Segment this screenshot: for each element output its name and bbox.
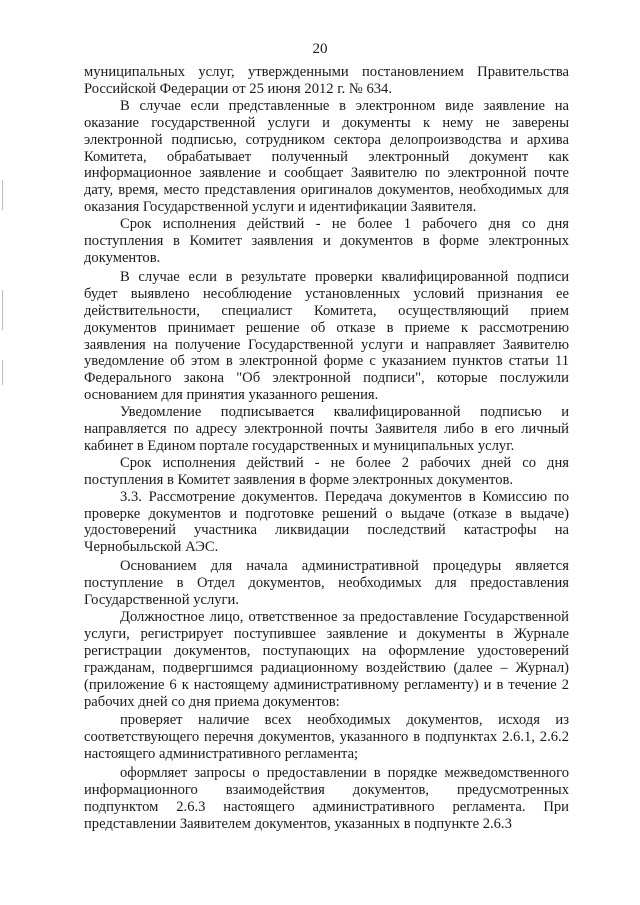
list-paragraph: оформляет запросы о предоставлении в порядке межведомственного информационного взаимодействия документов, предусмотренных подпунктом 2.6.3 настоящего административного регламента. При представлении Заявителем документов, указанных в подпункте 2.6.3 — [84, 765, 569, 832]
paragraph: Срок исполнения действий - не более 2 рабочих дней со дня поступления в Комитет заявления в форме электронных документов. — [84, 454, 569, 488]
section-heading-paragraph: 3.3. Рассмотрение документов. Передача документов в Комиссию по проверке документов и подготовке решений о выдаче (отказе в выдаче) удостоверений участника ликвидации последствий катастрофы на Чернобыльской АЭС. — [84, 488, 569, 556]
paragraph: Должностное лицо, ответственное за предоставление Государственной услуги, регистрирует поступившее заявление и документы в Журнале регистрации документов, поступающих на оформление удостоверений гражданам, подвергшимся радиационному воздействию (далее – Журнал) (приложение 6 к настоящему административному регламенту) и в течение 2 рабочих дней со дня приема документов: — [84, 609, 569, 710]
paragraph: Срок исполнения действий - не более 1 рабочего дня со дня поступления в Комитет заявления и документов в форме электронных документов. — [84, 216, 569, 266]
scan-edge-mark — [2, 290, 3, 330]
scan-edge-mark — [2, 360, 3, 385]
paragraph: Основанием для начала административной процедуры является поступление в Отдел документов, необходимых для предоставления Государственной услуги. — [84, 558, 569, 609]
list-paragraph: проверяет наличие всех необходимых документов, исходя из соответствующего перечня документов, указанного в подпунктах 2.6.1, 2.6.2 настоящего административного регламента; — [84, 712, 569, 763]
paragraph: Уведомление подписывается квалифицированной подписью и направляется по адресу электронной почты Заявителя либо в его личный кабинет в Едином портале государственных и муниципальных услуг. — [84, 404, 569, 454]
document-body — [84, 64, 569, 833]
paragraph-continuation: муниципальных услуг, утвержденными постановлением Правительства Российской Федерации от 25 июня 2012 г. № 634. — [84, 64, 569, 97]
paragraph: В случае если представленные в электронном виде заявление на оказание государственной услуги и документы к нему не заверены электронной подписью, сотрудником сектора делопроизводства и архива Комитета, обрабатывает полученный электронный документ как информационное заявление и сообщает Заявителю по электронной почте дату, время, место представления оригиналов документов, необходимых для оказания Государственной услуги и идентификации Заявителя. — [84, 97, 569, 216]
page-number: 20 — [312, 41, 328, 57]
paragraph: В случае если в результате проверки квалифицированной подписи будет выявлено несоблюдение установленных условий признания ее действительности, специалист Комитета, осуществляющий прием документов принимает решение об отказе в приеме к рассмотрению заявления на получение Государственной услуги и направляет Заявителю уведомление об этом в электронной форме с указанием пунктов статьи 11 Федерального закона "Об электронной подписи", которые послужили основанием для принятия указанного решения. — [84, 268, 569, 404]
scan-edge-mark — [2, 180, 3, 210]
